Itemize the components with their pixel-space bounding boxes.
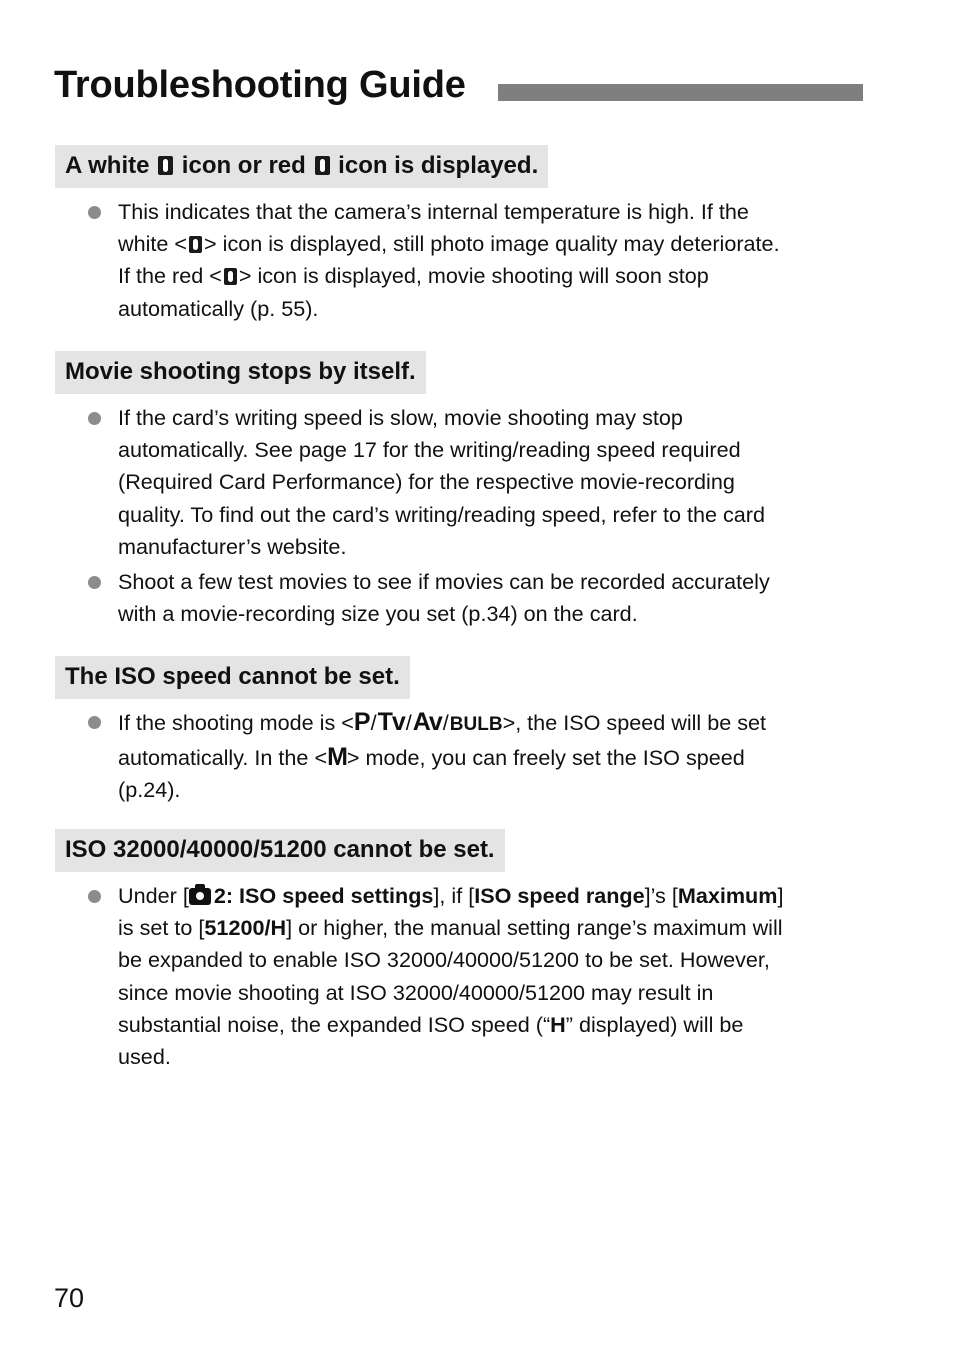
section-heading-movie-stops: Movie shooting stops by itself. xyxy=(55,351,426,394)
bullet-list xyxy=(0,880,954,1076)
text-line: used. xyxy=(118,1044,171,1070)
text-line: (p.24). xyxy=(118,777,181,803)
mode-tv-symbol: Tv xyxy=(377,708,405,736)
mode-m-symbol: M xyxy=(327,743,347,772)
mode-av-symbol: Av xyxy=(412,708,442,736)
page-header xyxy=(54,62,864,114)
setting-name: ISO speed range xyxy=(474,883,645,908)
text-line: manufacturer’s website. xyxy=(118,533,347,559)
text-line: If the red < > icon is displayed, movie shooting will soon stop xyxy=(118,263,709,289)
thermometer-red-icon xyxy=(315,156,330,175)
thermometer-red-icon xyxy=(224,268,237,285)
list-item xyxy=(0,402,860,563)
text-line: with a movie-recording size you set (p.34) on the card. xyxy=(118,601,638,627)
mode-p-symbol: P xyxy=(353,708,370,736)
text-line: (Required Card Performance) for the respective movie-recording xyxy=(118,469,735,495)
mode-bulb-symbol: BULB xyxy=(449,714,503,735)
thermometer-white-icon xyxy=(158,156,173,175)
bullet-list xyxy=(0,402,954,633)
text-line: automatically (p. 55). xyxy=(118,295,319,321)
thermometer-white-icon xyxy=(189,236,202,253)
bullet-list xyxy=(0,706,954,810)
section-heading-iso-expanded: ISO 32000/40000/51200 cannot be set. xyxy=(55,829,505,872)
list-item xyxy=(0,566,860,630)
list-item xyxy=(0,196,860,325)
camera-icon xyxy=(189,888,211,905)
text-line: If the shooting mode is <P/Tv/Av/BULB>, the ISO speed will be set xyxy=(118,708,767,736)
text-line: be expanded to enable ISO 32000/40000/51200 to be set. However, xyxy=(118,947,770,973)
text-line: substantial noise, the expanded ISO speed (“H” displayed) will be xyxy=(118,1011,744,1037)
page-number: 70 xyxy=(54,1283,85,1313)
text-line: automatically. In the <M> mode, you can freely set the ISO speed xyxy=(118,743,745,772)
text-line: automatically. See page 17 for the writing/reading speed required xyxy=(118,437,741,463)
heading-text-part: A white xyxy=(65,152,150,179)
text-line: If the card’s writing speed is slow, movie shooting may stop xyxy=(118,405,683,430)
text-line: quality. To find out the card’s writing/reading speed, refer to the card xyxy=(118,501,765,527)
text-line: This indicates that the camera’s internal temperature is high. If the xyxy=(118,199,749,224)
h-indicator: H xyxy=(550,1011,566,1037)
title-rule xyxy=(498,84,863,101)
heading-text-part: icon is displayed. xyxy=(338,152,539,179)
bullet-list xyxy=(0,196,954,328)
heading-text-part: icon or red xyxy=(181,152,306,179)
menu-item-name: 2: ISO speed settings xyxy=(213,883,434,908)
text-line: is set to [51200/H] or higher, the manual setting range’s maximum will xyxy=(118,915,783,941)
section-heading-iso-cannot-set: The ISO speed cannot be set. xyxy=(55,656,410,699)
text-line: since movie shooting at ISO 32000/40000/51200 may result in xyxy=(118,979,714,1005)
text-line: white < > icon is displayed, still photo image quality may deteriorate. xyxy=(118,231,780,257)
field-name: Maximum xyxy=(677,883,778,908)
text-line: Under [ 2: ISO speed settings], if [ISO speed range]’s [Maximum] xyxy=(118,883,784,908)
text-line: Shoot a few test movies to see if movies can be recorded accurately xyxy=(118,569,770,595)
list-item xyxy=(0,880,860,1073)
list-item xyxy=(0,706,860,807)
setting-value: 51200/H xyxy=(204,915,287,941)
page-title: Troubleshooting Guide xyxy=(54,64,466,106)
section-heading-temperature-icon xyxy=(55,145,548,188)
